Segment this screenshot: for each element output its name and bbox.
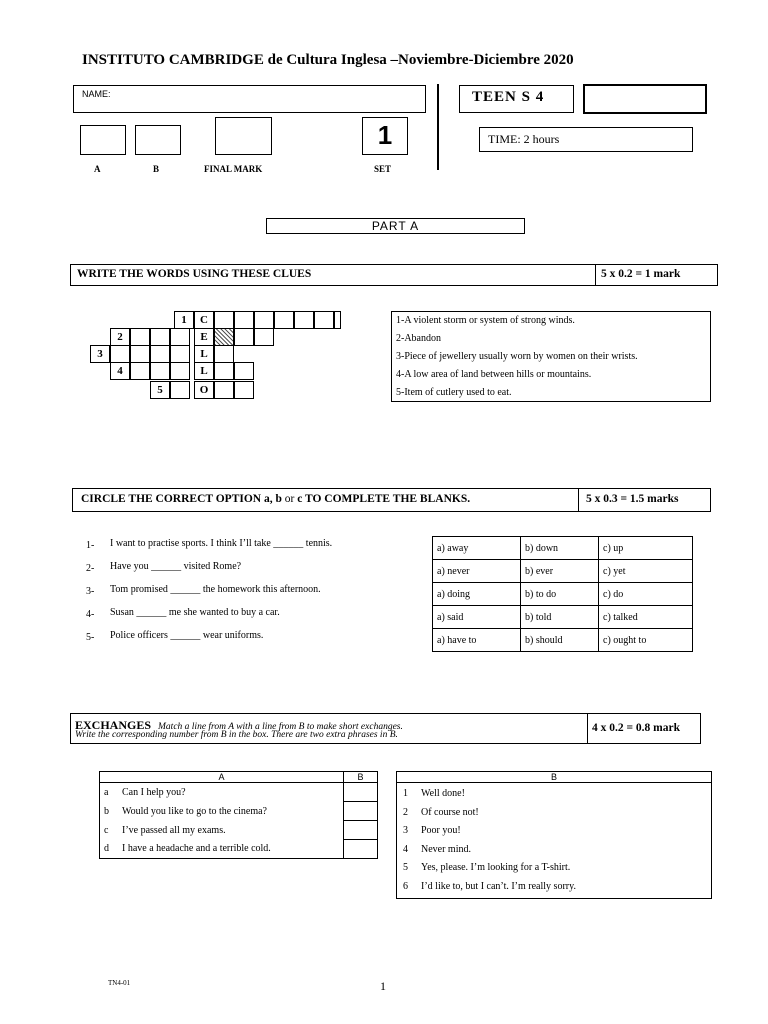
- crossword-cell[interactable]: [234, 328, 254, 346]
- mark-box-b[interactable]: [135, 125, 181, 155]
- option-cell[interactable]: a) have to: [433, 629, 521, 652]
- exchange-a-item: [100, 783, 344, 802]
- item-text: Can I help you?: [122, 786, 186, 798]
- option-cell[interactable]: a) said: [433, 606, 521, 629]
- option-cell[interactable]: c) do: [599, 583, 693, 606]
- crossword-letter-2: E: [194, 328, 214, 346]
- exchange-a-item: [100, 840, 344, 859]
- table-b-header: B: [397, 772, 712, 783]
- item-letter: a: [104, 786, 109, 798]
- table-row: [100, 802, 378, 821]
- crossword-cell[interactable]: [294, 311, 314, 329]
- mark-label-set: SET: [374, 164, 392, 174]
- question-text: Police officers ______ wear uniforms.: [110, 630, 264, 641]
- mark-label-final: FINAL MARK: [204, 164, 263, 174]
- section1-divider: [595, 265, 596, 285]
- final-mark-box[interactable]: [215, 117, 272, 155]
- part-a-label: PART A: [371, 219, 420, 233]
- section3-instruction-2: Write the corresponding number from B in the box. There are two extra phrases in B.: [75, 730, 398, 740]
- exchange-b-list: [397, 783, 712, 899]
- question-number: 2-: [86, 563, 95, 574]
- section3-header: [70, 713, 701, 744]
- page-title: INSTITUTO CAMBRIDGE de Cultura Inglesa –Noviembre-Diciembre 2020: [82, 52, 574, 68]
- option-cell[interactable]: c) talked: [599, 606, 693, 629]
- section2-option-ab: a, b: [261, 493, 282, 505]
- section2-instruction-text: CIRCLE THE CORRECT OPTION: [81, 493, 262, 505]
- option-cell[interactable]: c) up: [599, 537, 693, 560]
- item-text: Yes, please. I’m looking for a T-shirt.: [421, 862, 571, 873]
- item-text: Poor you!: [421, 825, 461, 836]
- question-text: Tom promised ______ the homework this afternoon.: [110, 584, 321, 595]
- item-text: I have a headache and a terrible cold.: [122, 843, 271, 855]
- option-cell[interactable]: b) ever: [521, 560, 599, 583]
- vertical-divider: [437, 84, 439, 170]
- crossword-cell[interactable]: [150, 328, 170, 346]
- mark-label-b: B: [153, 164, 160, 174]
- crossword-cell[interactable]: [234, 311, 254, 329]
- clue-5: 5-Item of cutlery used to eat.: [396, 387, 512, 398]
- item-text: Never mind.: [421, 843, 471, 855]
- exchange-a-item: [100, 802, 344, 821]
- list-item: [403, 878, 705, 897]
- answer-box[interactable]: [344, 840, 378, 859]
- section3-marks: 4 x 0.2 = 0.8 mark: [592, 722, 681, 734]
- crossword-cell[interactable]: [170, 328, 190, 346]
- crossword-cell[interactable]: [234, 362, 254, 380]
- option-cell[interactable]: b) down: [521, 537, 599, 560]
- exchange-a-item: [100, 821, 344, 840]
- option-cell[interactable]: a) doing: [433, 583, 521, 606]
- item-letter: d: [104, 843, 109, 855]
- item-number: 5: [403, 862, 408, 873]
- crossword-cell[interactable]: [214, 362, 234, 380]
- level-label: TEEN S 4: [472, 89, 545, 105]
- crossword-cell[interactable]: [110, 345, 130, 363]
- item-text: I’d like to, but I can’t. I’m really sorry.: [421, 880, 576, 892]
- crossword-letter-4: L: [194, 362, 214, 380]
- table-row: [100, 821, 378, 840]
- option-cell[interactable]: c) ought to: [599, 629, 693, 652]
- question-text: Susan ______ me she wanted to buy a car.: [110, 607, 280, 618]
- section1-instruction: WRITE THE WORDS USING THESE CLUES: [77, 268, 312, 280]
- item-text: Well done!: [421, 788, 465, 799]
- crossword-cell[interactable]: [214, 311, 234, 329]
- time-label: TIME: 2 hours: [488, 132, 560, 146]
- table-b: [396, 771, 712, 899]
- option-cell[interactable]: c) yet: [599, 560, 693, 583]
- crossword-cell[interactable]: [130, 345, 150, 363]
- option-cell[interactable]: b) to do: [521, 583, 599, 606]
- answer-box[interactable]: [344, 783, 378, 802]
- crossword-cell[interactable]: [254, 328, 274, 346]
- question-number: 3-: [86, 586, 95, 597]
- crossword-cell[interactable]: [214, 345, 234, 363]
- crossword-number-1: 1: [174, 311, 194, 329]
- footer-code: TN4-01: [108, 979, 131, 987]
- item-text: Would you like to go to the cinema?: [122, 805, 267, 817]
- item-number: 4: [403, 843, 408, 855]
- item-letter: c: [104, 824, 109, 836]
- question-number: 4-: [86, 609, 95, 620]
- answer-box[interactable]: [344, 802, 378, 821]
- section2-or: or: [281, 493, 298, 505]
- part-a-heading: [266, 218, 525, 234]
- clue-4: 4-A low area of land between hills or mountains.: [396, 369, 592, 380]
- crossword-letter-1: C: [194, 311, 214, 329]
- crossword-cell[interactable]: [130, 328, 150, 346]
- list-item: [403, 859, 705, 878]
- section1-header: [70, 264, 718, 286]
- list-item: [403, 785, 705, 804]
- crossword-cell[interactable]: [130, 362, 150, 380]
- crossword-cell[interactable]: [150, 362, 170, 380]
- section2-marks: 5 x 0.3 = 1.5 marks: [586, 493, 679, 505]
- section3-title: EXCHANGES: [75, 718, 152, 732]
- crossword-cell[interactable]: [214, 381, 234, 399]
- time-box: [479, 127, 693, 152]
- mark-box-a[interactable]: [80, 125, 126, 155]
- clue-2: 2-Abandon: [396, 333, 441, 344]
- section2-header: [72, 488, 711, 512]
- table-row: [100, 783, 378, 802]
- section2-divider: [578, 489, 579, 511]
- table-a: [99, 771, 378, 859]
- set-box: [362, 117, 408, 155]
- table-row: [100, 840, 378, 859]
- crossword-number-2: 2: [110, 328, 130, 346]
- page-number: 1: [380, 979, 386, 993]
- crossword-number-3: 3: [90, 345, 110, 363]
- crossword-cell[interactable]: [334, 311, 341, 329]
- crossword-cell[interactable]: [234, 381, 254, 399]
- question-text: Have you ______ visited Rome?: [110, 561, 242, 572]
- section3-instruction-1: Match a line from A with a line from B to make short exchanges.: [158, 722, 403, 732]
- crossword-cell[interactable]: [170, 381, 190, 399]
- name-label: NAME:: [82, 89, 111, 99]
- item-number: 6: [403, 880, 408, 892]
- option-cell[interactable]: b) told: [521, 606, 599, 629]
- set-number: 1: [377, 120, 393, 150]
- crossword-cell[interactable]: [314, 311, 334, 329]
- section2-instruction-end: TO COMPLETE THE BLANKS.: [302, 493, 471, 505]
- crossword-cell[interactable]: [170, 345, 190, 363]
- section3-divider: [587, 714, 588, 743]
- crossword-cell[interactable]: [254, 311, 274, 329]
- section2-instruction: [81, 493, 470, 505]
- crossword-cell[interactable]: [150, 345, 170, 363]
- level-mark-box[interactable]: [583, 84, 707, 114]
- item-number: 3: [403, 825, 408, 836]
- section2-option-c: c: [297, 493, 303, 505]
- answer-box[interactable]: [344, 821, 378, 840]
- option-cell[interactable]: b) should: [521, 629, 599, 652]
- crossword-cell[interactable]: [170, 362, 190, 380]
- option-cell[interactable]: a) away: [433, 537, 521, 560]
- level-box: [459, 85, 574, 113]
- mark-label-a: A: [94, 164, 101, 174]
- clue-1: 1-A violent storm or system of strong winds.: [396, 315, 575, 326]
- option-cell[interactable]: a) never: [433, 560, 521, 583]
- list-item: [403, 841, 705, 860]
- list-item: [403, 822, 705, 841]
- item-text: I’ve passed all my exams.: [122, 824, 226, 836]
- name-field[interactable]: [73, 85, 426, 113]
- crossword-number-5: 5: [150, 381, 170, 399]
- item-text: Of course not!: [421, 806, 479, 818]
- clue-3: 3-Piece of jewellery usually worn by women on their wrists.: [396, 351, 638, 362]
- list-item: [403, 804, 705, 823]
- clues-box: [391, 311, 711, 402]
- section1-marks: 5 x 0.2 = 1 mark: [601, 268, 681, 280]
- options-table: [432, 536, 693, 652]
- item-letter: b: [104, 805, 109, 817]
- crossword-letter-3: L: [194, 345, 214, 363]
- crossword-shaded-cell: [214, 328, 234, 346]
- crossword-letter-5: O: [194, 381, 214, 399]
- crossword-cell[interactable]: [274, 311, 294, 329]
- question-text: I want to practise sports. I think I’ll take ______ tennis.: [110, 538, 333, 549]
- question-number: 5-: [86, 632, 95, 643]
- item-number: 2: [403, 806, 408, 818]
- table-b-column-header: B: [344, 772, 378, 783]
- crossword-number-4: 4: [110, 362, 130, 380]
- item-number: 1: [403, 788, 408, 799]
- table-a-header: A: [100, 772, 344, 783]
- question-number: 1-: [86, 540, 95, 551]
